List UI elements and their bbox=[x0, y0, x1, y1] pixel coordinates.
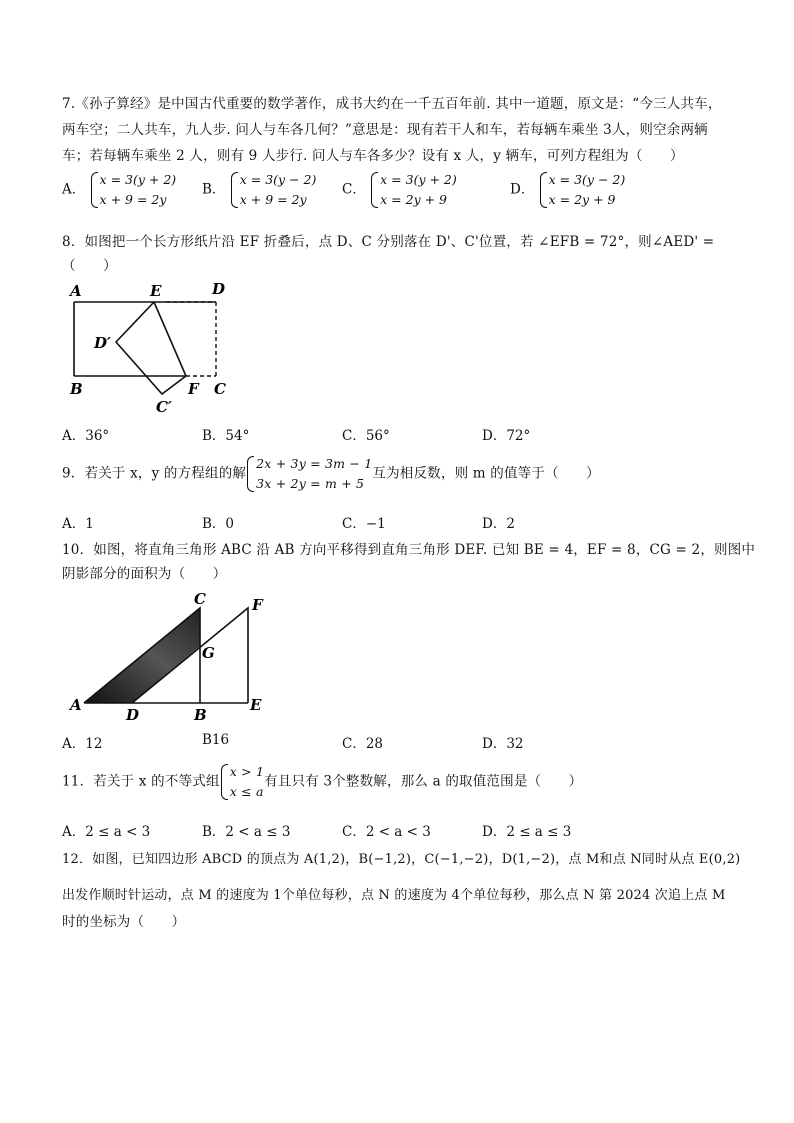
q8-option-b[interactable]: B．54° bbox=[202, 428, 250, 444]
q9-suffix: 互为相反数，则 m 的值等于（ ） bbox=[372, 465, 600, 482]
q9-option-d[interactable]: D．2 bbox=[482, 516, 515, 532]
label-F: F bbox=[252, 596, 263, 614]
q9-option-b[interactable]: B．0 bbox=[202, 516, 235, 532]
q11-suffix: 有且只有 3个整数解，那么 a 的取值范围是（ ） bbox=[264, 773, 583, 790]
q11-prefix: 11．若关于 x 的不等式组 bbox=[62, 773, 220, 790]
q7-option-a[interactable] bbox=[62, 170, 176, 210]
q7-line-2: 两车空；二人共车，九人步. 问人与车各几何？”意思是：现有若干人和车，若每辆车乘坐 3人，则空余两辆 bbox=[62, 122, 708, 138]
q10-option-c[interactable]: C．28 bbox=[342, 736, 384, 752]
label-E: E bbox=[150, 282, 162, 300]
label-B: B bbox=[194, 706, 207, 720]
q10-line-2: 阴影部分的面积为（ ） bbox=[62, 566, 227, 582]
q8-line-2: （ ） bbox=[62, 258, 117, 274]
label-E: E bbox=[250, 696, 262, 714]
q8-line-1: 8．如图把一个长方形纸片沿 EF 折叠后，点 D、C 分别落在 D'、C'位置，若 ∠EFB = 72°，则∠AED' = bbox=[62, 234, 715, 250]
q11-inequality-system: x > 1 x ≤ a bbox=[220, 762, 264, 802]
label-D: D bbox=[212, 280, 226, 298]
q9-option-c[interactable]: C．−1 bbox=[342, 516, 386, 532]
q9-stem bbox=[62, 454, 600, 494]
q7-option-b[interactable] bbox=[202, 170, 316, 210]
option-label: C． bbox=[342, 181, 366, 198]
label-A: A bbox=[70, 282, 82, 300]
option-label: A． bbox=[62, 181, 86, 198]
q11-option-c[interactable]: C．2 < a < 3 bbox=[342, 824, 431, 840]
label-C: C bbox=[214, 380, 226, 398]
option-label: D． bbox=[510, 181, 535, 198]
q10-translation-figure bbox=[62, 590, 282, 720]
q12-line-3: 时的坐标为（ ） bbox=[62, 914, 186, 930]
label-D-prime: D′ bbox=[94, 334, 111, 352]
label-B: B bbox=[70, 380, 83, 398]
label-D: D bbox=[126, 706, 140, 720]
label-A: A bbox=[70, 696, 82, 714]
q12-line-2: 出发作顺时针运动，点 M 的速度为 1个单位每秒，点 N 的速度为 4个单位每秒，那么点 N 第 2024 次追上点 M bbox=[62, 888, 726, 903]
q8-option-c[interactable]: C．56° bbox=[342, 428, 390, 444]
label-F: F bbox=[188, 380, 199, 398]
equation-system: x = 3(y + 2) x = 2y + 9 bbox=[370, 170, 457, 210]
q8-option-d[interactable]: D．72° bbox=[482, 428, 531, 444]
option-label: B． bbox=[202, 181, 226, 198]
q7-option-c[interactable] bbox=[342, 170, 457, 210]
q7-option-d[interactable] bbox=[510, 170, 625, 210]
q11-stem bbox=[62, 762, 582, 802]
q9-option-a[interactable]: A．1 bbox=[62, 516, 94, 532]
q9-prefix: 9．若关于 x，y 的方程组的解 bbox=[62, 465, 247, 482]
equation-system: x = 3(y + 2) x + 9 = 2y bbox=[90, 170, 177, 210]
q7-line-1: 7.《孙子算经》是中国古代重要的数学著作，成书大约在一千五百年前. 其中一道题，原文是：“今三人共车， bbox=[62, 96, 722, 112]
label-C-prime: C′ bbox=[156, 398, 172, 416]
equation-system: x = 3(y − 2) x + 9 = 2y bbox=[230, 170, 317, 210]
equation-system: x = 3(y − 2) x = 2y + 9 bbox=[539, 170, 626, 210]
q9-equation-system: 2x + 3y = 3m − 1 3x + 2y = m + 5 bbox=[246, 454, 372, 494]
label-G: G bbox=[202, 644, 215, 662]
q8-fold-figure bbox=[62, 276, 262, 416]
q12-line-1: 12．如图，已知四边形 ABCD 的顶点为 A(1,2)，B(−1,2)，C(−1,−2)，D(1,−2)，点 M和点 N同时从点 E(0,2) bbox=[62, 852, 741, 867]
q10-option-a[interactable]: A．12 bbox=[62, 736, 103, 752]
label-C: C bbox=[194, 590, 206, 608]
q10-line-1: 10．如图，将直角三角形 ABC 沿 AB 方向平移得到直角三角形 DEF. 已知 BE = 4，EF = 8，CG = 2，则图中 bbox=[62, 542, 756, 558]
folded-flap bbox=[116, 302, 186, 394]
q11-option-a[interactable]: A．2 ≤ a < 3 bbox=[62, 824, 151, 840]
q11-option-b[interactable]: B．2 < a ≤ 3 bbox=[202, 824, 291, 840]
q7-line-3: 车；若每辆车乘坐 2 人，则有 9 人步行. 问人与车各多少？设有 x 人，y 辆车，可列方程组为（ ） bbox=[62, 148, 684, 164]
q10-option-b[interactable]: B16 bbox=[202, 732, 230, 748]
q8-option-a[interactable]: A．36° bbox=[62, 428, 110, 444]
q10-option-d[interactable]: D．32 bbox=[482, 736, 524, 752]
q11-option-d[interactable]: D．2 ≤ a ≤ 3 bbox=[482, 824, 572, 840]
